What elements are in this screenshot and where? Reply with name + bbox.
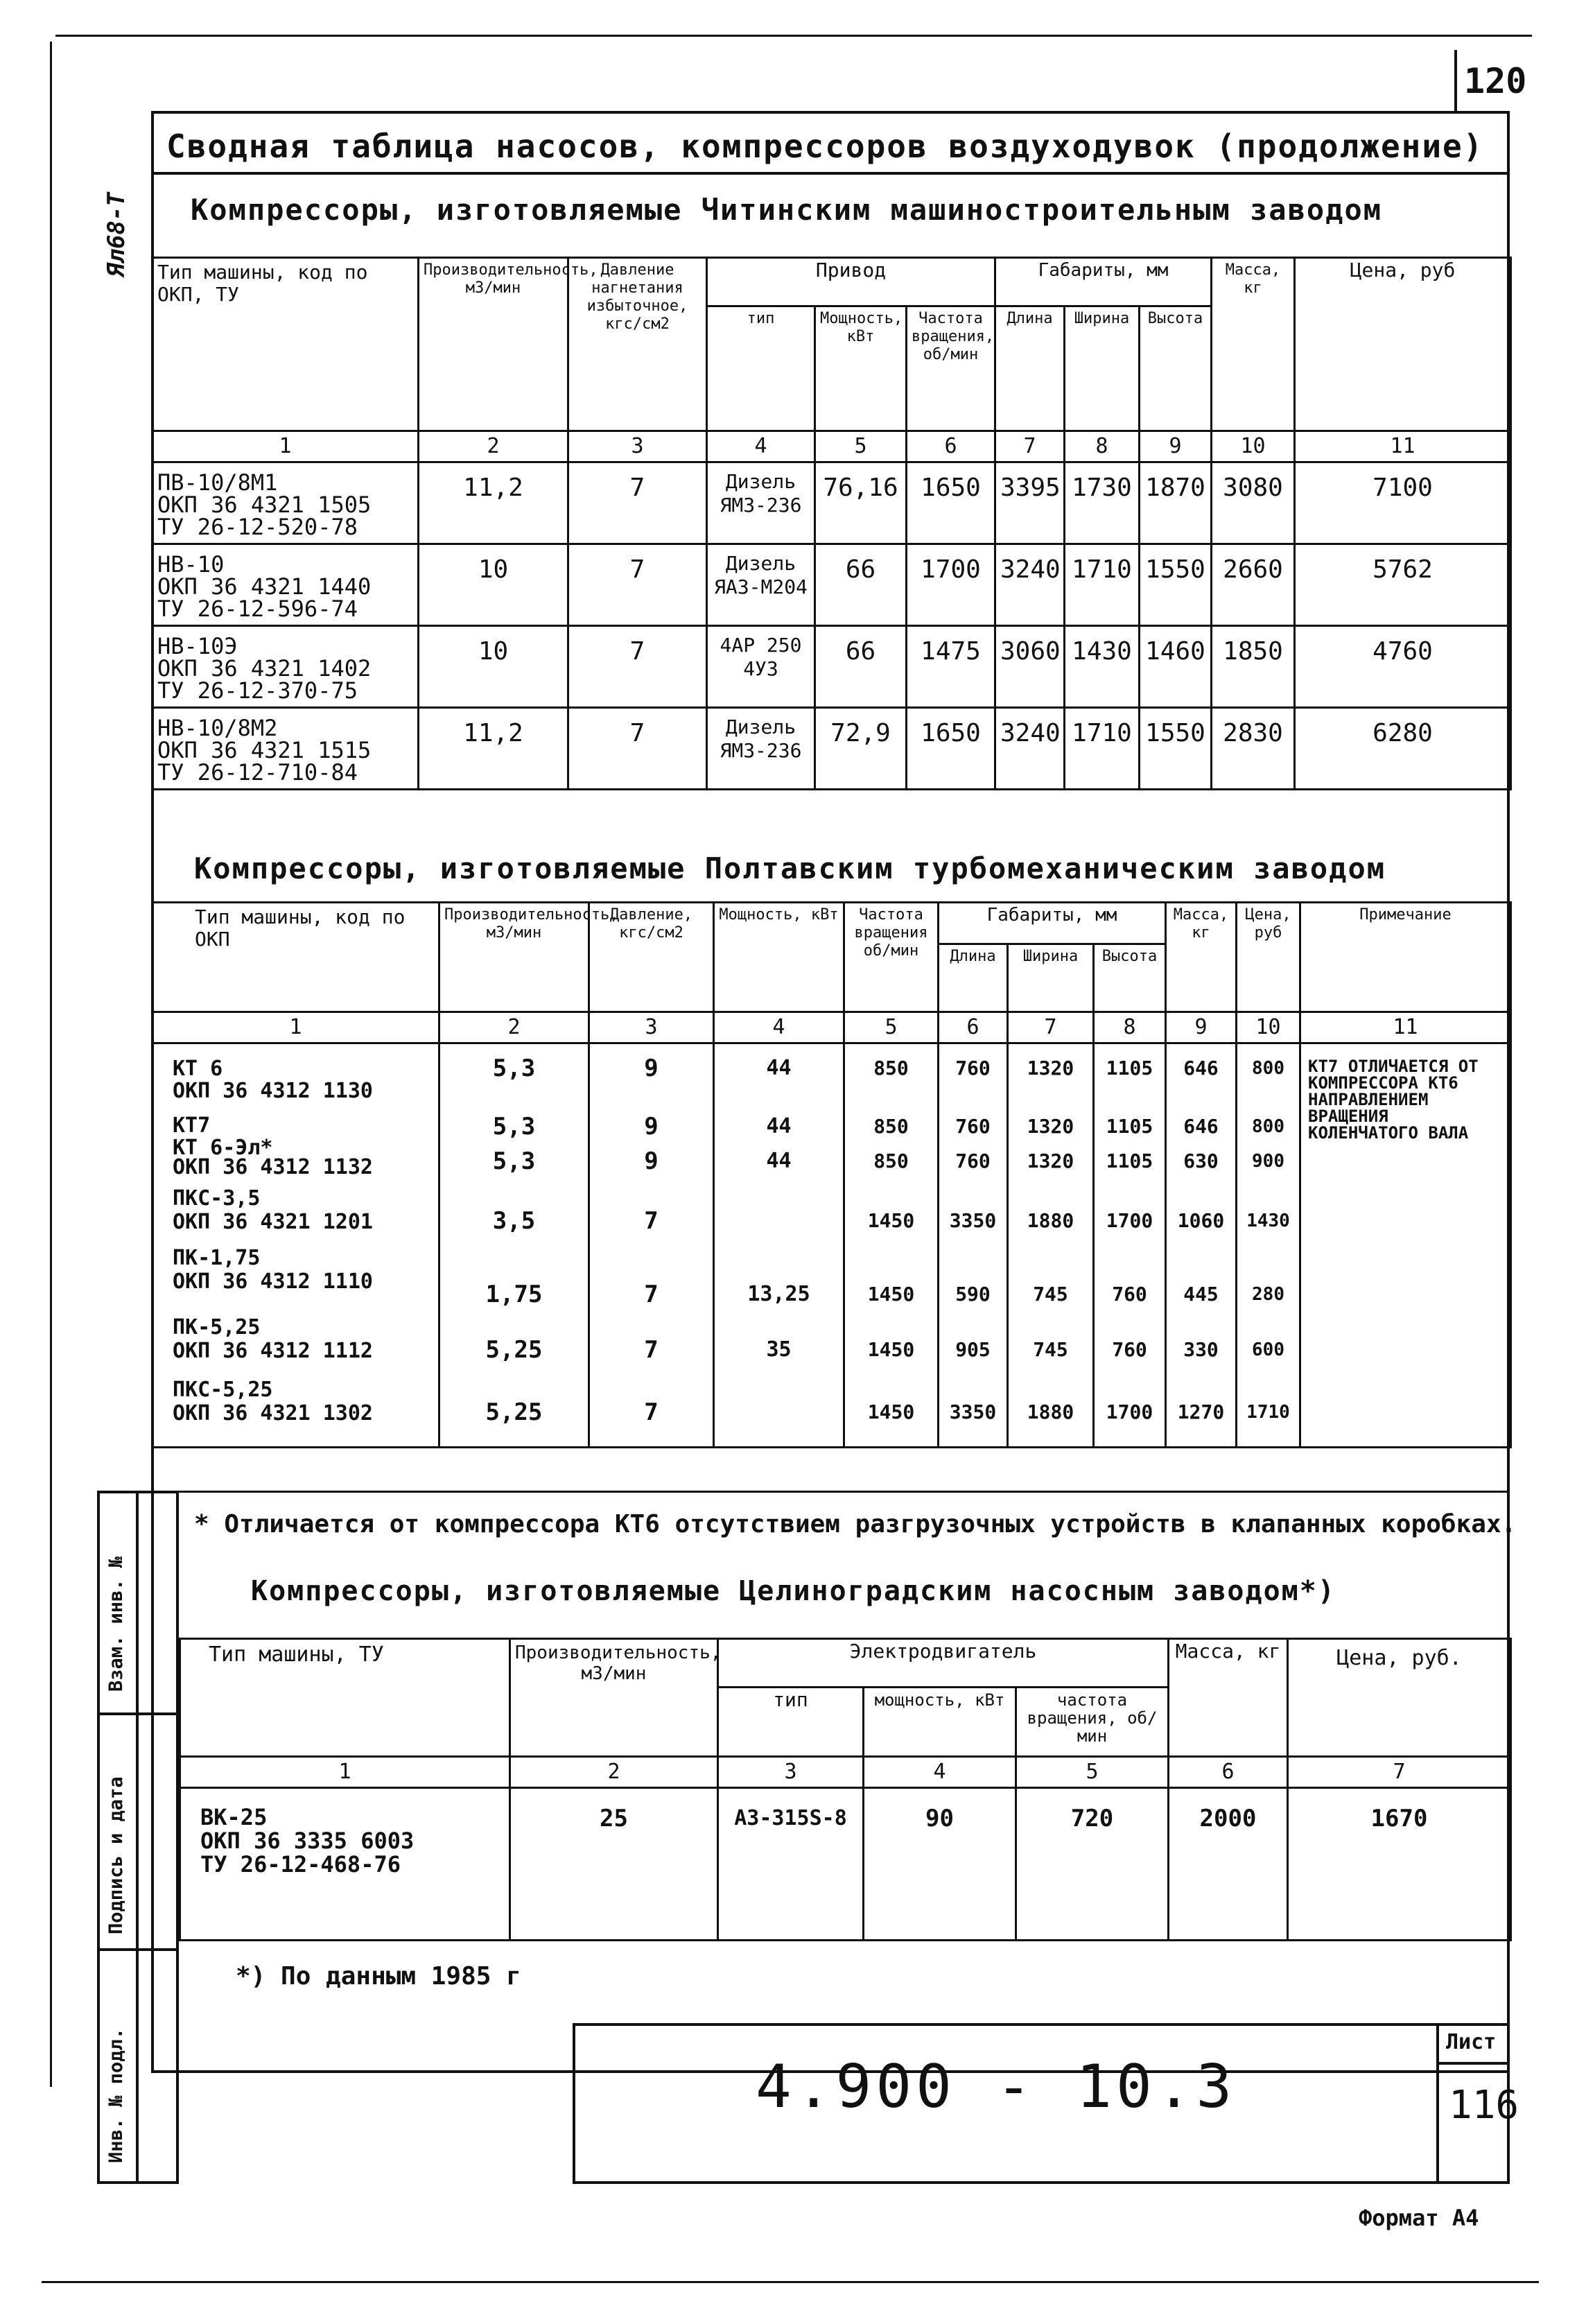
s2-row-length: 590 (955, 1283, 991, 1306)
s2-mass-col (1166, 1043, 1237, 1448)
s1-row-rpm: 1475 (907, 626, 995, 708)
s2-header-width: Ширина (1008, 944, 1094, 1012)
s3-col-number: 3 (718, 1757, 864, 1788)
s2-row-prod: 1,75 (485, 1281, 543, 1308)
s2-col-number: 9 (1166, 1012, 1237, 1043)
sheet-number: 116 (1449, 2083, 1519, 2128)
s3-header-price: Цена, руб. (1288, 1639, 1511, 1757)
s1-row-price: 6280 (1295, 708, 1511, 790)
s2-row-type: ПКС-3,5 ОКП 36 4321 1201 (173, 1186, 373, 1234)
doc-code: 4.900 - 10.3 (756, 2052, 1237, 2122)
s2-row-width: 745 (1033, 1283, 1068, 1306)
s1-row-price: 5762 (1295, 544, 1511, 626)
s1-row-type: ПВ-10/8М1 ОКП 36 4321 1505 ТУ 26-12-520-78 (152, 462, 419, 544)
s2-row-type: ПК-1,75 ОКП 36 4312 1110 (173, 1246, 373, 1294)
section2-heading: Компрессоры, изготовляемые Полтавским турбомеханическим заводом (194, 851, 1386, 885)
s1-row-height: 1550 (1140, 544, 1212, 626)
s1-row-rpm: 1650 (907, 462, 995, 544)
title-block-divider (1436, 2062, 1510, 2065)
s1-row-type: НВ-10Э ОКП 36 4321 1402 ТУ 26-12-370-75 (152, 626, 419, 708)
s1-col-number: 4 (707, 431, 815, 462)
s1-header-mass: Масса, кг (1212, 258, 1295, 431)
s1-col-number: 7 (995, 431, 1065, 462)
s2-row-price: 900 (1252, 1151, 1284, 1172)
table-row (152, 708, 1511, 790)
side-label-sign: Подпись и дата (105, 1776, 127, 1934)
s1-row-press: 7 (568, 462, 707, 544)
s2-row-press: 9 (644, 1055, 659, 1082)
s2-row-height: 1700 (1106, 1209, 1153, 1232)
section1-table (151, 257, 1512, 790)
s2-row-type: КТ7 (173, 1113, 211, 1138)
s2-row-mass: 330 (1183, 1338, 1219, 1361)
s1-col-number: 11 (1295, 431, 1511, 462)
s1-header-drive-type: тип (707, 306, 815, 431)
side-stamp-divider (136, 1491, 139, 2184)
s2-prod-col (439, 1043, 589, 1448)
s1-row-prod: 11,2 (419, 462, 568, 544)
s1-row-drive: Дизель ЯАЗ-М204 (707, 544, 815, 626)
s3-col-number: 1 (180, 1757, 510, 1788)
s2-row-width: 1320 (1027, 1115, 1074, 1138)
s2-row-power: 44 (766, 1149, 792, 1173)
s2-header-power: Мощность, кВт (714, 903, 844, 1012)
s2-header-price: Цена, руб (1237, 903, 1300, 1012)
s1-row-length: 3060 (995, 626, 1065, 708)
section3-table (179, 1638, 1512, 1941)
title-block-divider (1436, 2023, 1439, 2184)
s1-row-prod: 10 (419, 544, 568, 626)
s1-row-width: 1730 (1065, 462, 1140, 544)
s2-col-number: 4 (714, 1012, 844, 1043)
s2-header-mass: Масса, кг (1166, 903, 1237, 1012)
s1-col-number: 1 (152, 431, 419, 462)
s2-row-power: 44 (766, 1056, 792, 1080)
section1-heading: Компрессоры, изготовляемые Читинским машиностроительным заводом (191, 193, 1383, 227)
sheet-label: Лист (1446, 2030, 1497, 2054)
s1-row-length: 3395 (995, 462, 1065, 544)
s1-row-press: 7 (568, 544, 707, 626)
s3-row-price: 1670 (1288, 1788, 1511, 1941)
s1-header-price: Цена, руб (1295, 258, 1511, 431)
s3-header-rpm: частота вращения, об/мин (1016, 1688, 1169, 1757)
s2-row-rpm: 850 (873, 1057, 909, 1079)
s2-row-width: 1320 (1027, 1150, 1074, 1172)
s2-row-prod: 5,3 (492, 1147, 536, 1175)
s1-header-type: Тип машины, код по ОКП, ТУ (152, 258, 419, 431)
s1-row-mass: 3080 (1212, 462, 1295, 544)
s1-row-width: 1430 (1065, 626, 1140, 708)
table-row (152, 626, 1511, 708)
s1-row-mass: 2830 (1212, 708, 1295, 790)
s2-row-power: 13,25 (747, 1282, 810, 1306)
s2-row-rpm: 1450 (867, 1401, 915, 1423)
s1-row-drive: Дизель ЯМЗ-236 (707, 462, 815, 544)
s3-col-number: 7 (1288, 1757, 1511, 1788)
s2-col-number: 11 (1300, 1012, 1511, 1043)
s3-row-prod: 25 (510, 1788, 718, 1941)
left-margin-rule (50, 42, 52, 2087)
section2-footnote: * Отличается от компрессора КТ6 отсутствием разгрузочных устройств в клапанных коробках. (194, 1510, 1517, 1538)
s2-row-press: 9 (644, 1113, 659, 1141)
format-label: Формат А4 (1359, 2205, 1479, 2231)
table-row (152, 1043, 1511, 1448)
s3-row-mass: 2000 (1169, 1788, 1288, 1941)
s2-row-rpm: 1450 (867, 1283, 915, 1306)
s1-row-power: 66 (815, 626, 907, 708)
s2-header-length: Длина (939, 944, 1008, 1012)
s2-row-mass: 646 (1183, 1057, 1219, 1079)
s2-header-height: Высота (1094, 944, 1166, 1012)
s2-row-press: 9 (644, 1147, 659, 1175)
s2-row-press: 7 (644, 1207, 659, 1235)
s1-header-power: Мощность, кВт (815, 306, 907, 431)
s2-col-number: 3 (589, 1012, 714, 1043)
s1-row-rpm: 1700 (907, 544, 995, 626)
s2-col-number: 10 (1237, 1012, 1300, 1043)
s2-col-number: 7 (1008, 1012, 1094, 1043)
page-number: 120 (1464, 61, 1527, 101)
s2-row-width: 1320 (1027, 1057, 1074, 1079)
top-rule (55, 35, 1532, 37)
s1-row-power: 66 (815, 544, 907, 626)
s1-col-number: 10 (1212, 431, 1295, 462)
s2-row-mass: 1060 (1177, 1209, 1225, 1232)
s2-row-price: 1710 (1246, 1402, 1290, 1423)
s2-row-prod: 5,25 (485, 1398, 543, 1426)
s1-row-press: 7 (568, 626, 707, 708)
table-row (152, 462, 1511, 544)
s2-row-rpm: 850 (873, 1115, 909, 1138)
s2-row-price: 1430 (1246, 1211, 1290, 1231)
s1-row-power: 72,9 (815, 708, 907, 790)
s1-col-number: 3 (568, 431, 707, 462)
s2-row-height: 1700 (1106, 1401, 1153, 1423)
s1-header-dims: Габариты, мм (995, 258, 1212, 306)
s2-row-width: 1880 (1027, 1401, 1074, 1423)
s1-header-drive: Привод (707, 258, 995, 306)
s2-row-rpm: 1450 (867, 1338, 915, 1361)
section2-table (151, 901, 1512, 1448)
s2-row-power (719, 1211, 839, 1284)
s1-row-rpm: 1650 (907, 708, 995, 790)
s1-row-price: 4760 (1295, 626, 1511, 708)
s2-header-rpm: Частота вращения об/мин (844, 903, 939, 1012)
section3-heading: Компрессоры, изготовляемые Целиноградским насосным заводом*) (251, 1575, 1336, 1607)
s3-col-number: 6 (1169, 1757, 1288, 1788)
table-title: Сводная таблица насосов, компрессоров воздуходувок (продолжение) (166, 128, 1484, 165)
s2-header-note: Примечание (1300, 903, 1511, 1012)
s1-row-type: НВ-10 ОКП 36 4321 1440 ТУ 26-12-596-74 (152, 544, 419, 626)
s1-row-height: 1870 (1140, 462, 1212, 544)
s3-row-rpm: 720 (1016, 1788, 1169, 1941)
s2-col-number: 6 (939, 1012, 1008, 1043)
s1-header-width: Ширина (1065, 306, 1140, 431)
s1-row-height: 1460 (1140, 626, 1212, 708)
s2-row-prod: 5,3 (492, 1113, 536, 1141)
s3-row-power: 90 (864, 1788, 1016, 1941)
s2-row-height: 760 (1112, 1283, 1147, 1306)
s1-header-rpm: Частота вращения, об/мин (907, 306, 995, 431)
s2-rows-block (152, 1043, 439, 1448)
s1-header-pressure: Давление нагнетания избыточное, кгс/см2 (568, 258, 707, 431)
s3-header-power: мощность, кВт (864, 1688, 1016, 1757)
s1-row-drive: 4АР 250 4У3 (707, 626, 815, 708)
s1-row-width: 1710 (1065, 544, 1140, 626)
bottom-rule (42, 2281, 1539, 2283)
s2-row-note: КТ7 ОТЛИЧАЕТСЯ ОТ КОМПРЕССОРА КТ6 НАПРАВЛЕНИЕМ ВРАЩЕНИЯ КОЛЕНЧАТОГО ВАЛА (1300, 1043, 1511, 1448)
table-row (152, 544, 1511, 626)
s1-row-press: 7 (568, 708, 707, 790)
s3-header-motor: Электродвигатель (718, 1639, 1169, 1688)
s1-row-width: 1710 (1065, 708, 1140, 790)
s1-row-drive: Дизель ЯМЗ-236 (707, 708, 815, 790)
s2-row-prod: 5,25 (485, 1336, 543, 1364)
s1-row-length: 3240 (995, 708, 1065, 790)
s2-width-col (1008, 1043, 1094, 1448)
s2-row-price: 600 (1252, 1339, 1284, 1360)
s2-row-type: КТ 6-Эл* ОКП 36 4312 1132 (173, 1136, 373, 1179)
s2-col-number: 8 (1094, 1012, 1166, 1043)
s3-col-number: 4 (864, 1757, 1016, 1788)
s2-row-height: 1105 (1106, 1150, 1153, 1172)
s3-row-motor-type: А3-315S-8 (718, 1788, 864, 1941)
s1-header-productivity: Производительность, м3/мин (419, 258, 568, 431)
s2-row-height: 760 (1112, 1338, 1147, 1361)
s1-row-mass: 1850 (1212, 626, 1295, 708)
s2-row-length: 760 (955, 1057, 991, 1079)
s2-row-prod: 3,5 (492, 1207, 536, 1235)
s2-press-col (589, 1043, 714, 1448)
title-rule (151, 172, 1510, 175)
s2-row-press: 7 (644, 1281, 659, 1308)
s3-header-motor-type: тип (718, 1688, 864, 1757)
s2-row-mass: 630 (1183, 1150, 1219, 1172)
s2-power-col (714, 1043, 844, 1448)
s1-col-number: 6 (907, 431, 995, 462)
s2-row-height: 1105 (1106, 1057, 1153, 1079)
table-row (180, 1788, 1511, 1941)
footnote-rule (179, 1491, 1510, 1493)
s2-row-length: 905 (955, 1338, 991, 1361)
s2-col-number: 2 (439, 1012, 589, 1043)
s2-row-press: 7 (644, 1398, 659, 1426)
s1-header-length: Длина (995, 306, 1065, 431)
s2-row-price: 800 (1252, 1116, 1284, 1137)
s2-row-length: 760 (955, 1150, 991, 1172)
s2-row-mass: 1270 (1177, 1401, 1225, 1423)
s1-row-prod: 10 (419, 626, 568, 708)
margin-note: Ял68-Т (103, 192, 130, 277)
s2-row-price: 280 (1252, 1284, 1284, 1305)
s2-row-rpm: 1450 (867, 1209, 915, 1232)
s2-header-productivity: Производительность, м3/мин (439, 903, 589, 1012)
s2-row-type: ПКС-5,25 ОКП 36 4321 1302 (173, 1378, 373, 1425)
s2-row-type: ПК-5,25 ОКП 36 4312 1112 (173, 1315, 373, 1363)
s2-row-price: 800 (1252, 1058, 1284, 1079)
s2-row-press: 7 (644, 1336, 659, 1364)
s2-row-power (719, 1402, 839, 1443)
s2-row-rpm: 850 (873, 1150, 909, 1172)
s2-header-dims: Габариты, мм (939, 903, 1166, 944)
s2-row-power: 44 (766, 1114, 792, 1138)
side-label-inv: Инв. № подл. (105, 2027, 127, 2163)
s2-height-col (1094, 1043, 1166, 1448)
s3-col-number: 2 (510, 1757, 718, 1788)
s3-header-productivity: Производительность, м3/мин (510, 1639, 718, 1757)
section3-footnote: *) По данным 1985 г (236, 1962, 521, 1991)
s1-header-height: Высота (1140, 306, 1212, 431)
s3-header-mass: Масса, кг (1169, 1639, 1288, 1757)
s3-col-number: 5 (1016, 1757, 1169, 1788)
s2-row-mass: 445 (1183, 1283, 1219, 1306)
s1-row-height: 1550 (1140, 708, 1212, 790)
s1-row-price: 7100 (1295, 462, 1511, 544)
s2-row-length: 3350 (949, 1209, 997, 1232)
s2-price-col (1237, 1043, 1300, 1448)
s1-col-number: 5 (815, 431, 907, 462)
s1-col-number: 2 (419, 431, 568, 462)
s2-row-length: 760 (955, 1115, 991, 1138)
s1-row-prod: 11,2 (419, 708, 568, 790)
s2-row-mass: 646 (1183, 1115, 1219, 1138)
s2-row-prod: 5,3 (492, 1055, 536, 1082)
s1-row-power: 76,16 (815, 462, 907, 544)
s2-row-width: 745 (1033, 1338, 1068, 1361)
s2-row-length: 3350 (949, 1401, 997, 1423)
s1-col-number: 8 (1065, 431, 1140, 462)
s2-row-height: 1105 (1106, 1115, 1153, 1138)
side-label-vzam: Взам. инв. № (105, 1556, 127, 1692)
s3-header-type: Тип машины, ТУ (180, 1639, 510, 1757)
s2-row-type: КТ 6 ОКП 36 4312 1130 (173, 1057, 373, 1103)
s2-length-col (939, 1043, 1008, 1448)
s3-row-type: ВК-25 ОКП 36 3335 6003 ТУ 26-12-468-76 (180, 1788, 510, 1941)
s2-col-number: 1 (152, 1012, 439, 1043)
s1-col-number: 9 (1140, 431, 1212, 462)
s2-header-pressure: Давление, кгс/см2 (589, 903, 714, 1012)
s2-row-width: 1880 (1027, 1209, 1074, 1232)
s2-row-power: 35 (766, 1337, 792, 1362)
s1-row-mass: 2660 (1212, 544, 1295, 626)
s2-rpm-col (844, 1043, 939, 1448)
s1-row-type: НВ-10/8М2 ОКП 36 4321 1515 ТУ 26-12-710-84 (152, 708, 419, 790)
s2-col-number: 5 (844, 1012, 939, 1043)
s2-header-type: Тип машины, код по ОКП (152, 903, 439, 1012)
s1-row-length: 3240 (995, 544, 1065, 626)
